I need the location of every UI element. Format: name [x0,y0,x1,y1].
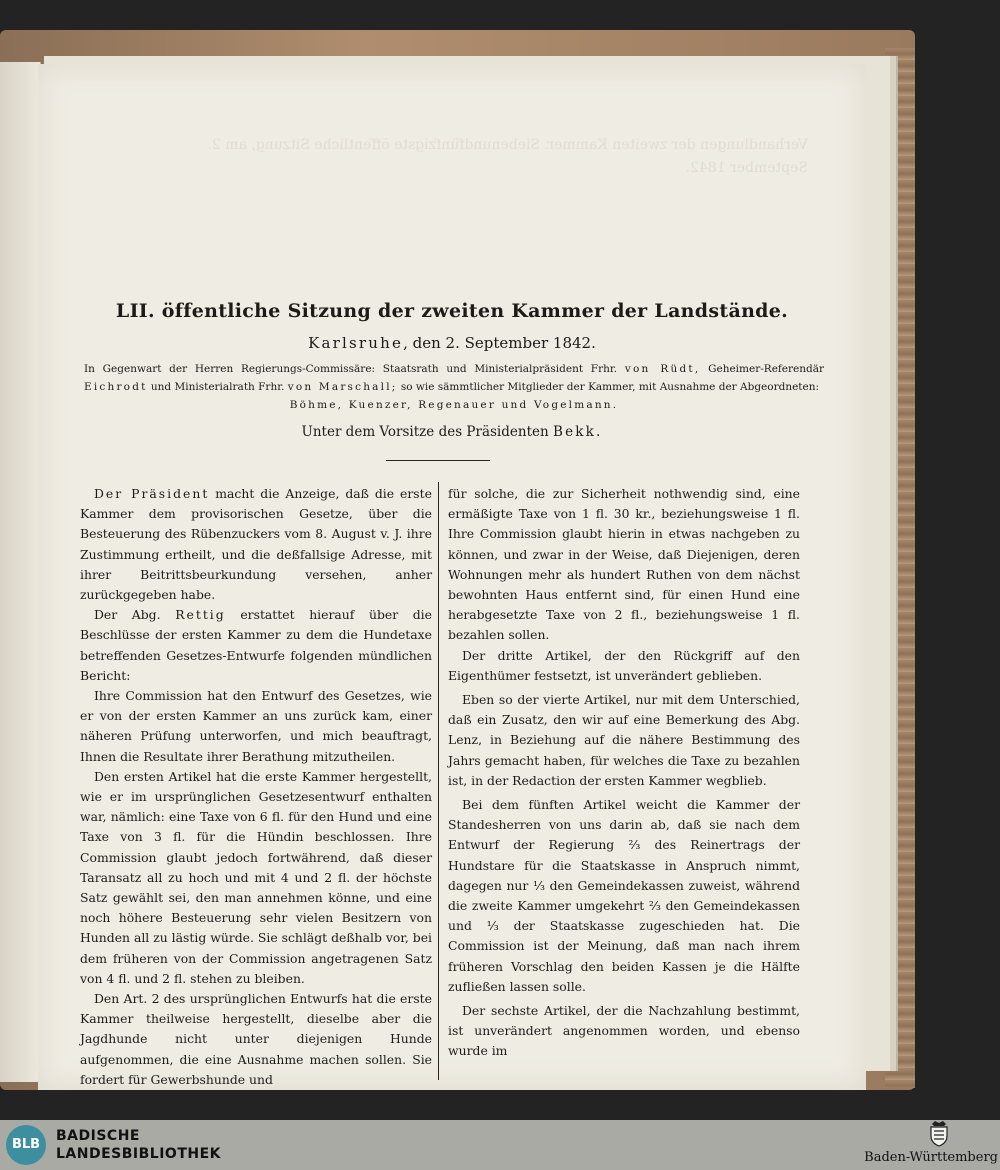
place-date [78,334,826,352]
paragraph [448,690,800,791]
place-name: Karlsruhe [308,334,404,352]
library-footer [0,1120,1000,1170]
paragraph: Der sechste Artikel, der die Nachzahlung bestimmt, ist unverändert angenommen worden, und ebenso wurde im [448,1003,800,1059]
president-name: Bekk. [552,424,603,440]
attendance-text: In Gegenwart der Herren Regierungs-Commissäre: Staatsrath und Ministerialpräsident Frhr. [84,363,618,375]
left-column [80,484,432,1090]
paragraph [80,605,432,686]
library-name-line1: BADISCHE [56,1128,140,1144]
paragraph-text: in Beziehung auf die nähere Bestimmung des Jahrs gemacht haben, für welches die Taxe zu bezahlen ist, in der Redaction der ersten Kammer wegblieb. [448,732,800,788]
speaker-name: Rettig [175,607,226,623]
attendance-text: so wie sämmtlicher Mitglieder der Kammer, mit Ausnahme der Abgeordneten: [400,381,820,393]
date-text: , den 2. September 1842. [403,334,596,352]
paragraph: Der dritte Artikel, der den Rückgriff auf den Eigenthümer festsetzt, ist unverändert geblieben. [448,647,800,683]
paragraph-text: erstattet hierauf über die Beschlüsse der ersten Kammer zu dem die Hundetaxe betreffenden Gesetzes-Entwurfe folgenden mündlichen Bericht: [80,607,432,683]
attendance-text: Geheimer-Referendär [708,363,824,375]
blb-logo[interactable]: BLB [6,1125,46,1165]
coat-of-arms-icon [928,1121,950,1147]
speaker-name: Lenz, [448,732,483,748]
paragraph: Den Art. 2 des ursprünglichen Entwurfs hat die erste Kammer theilweise hergestellt, dieselbe aber die Jagdhunde nicht unter diejenigen Hunde aufgenommen, die eine Ausnahme machen sollen. Sie fordert für Gewerbshunde und [80,991,432,1087]
paragraph-text: Eben so der vierte Artikel, nur mit dem Unterschied, daß ein Zusatz, den wir auf eine Bemerkung des Abg. [448,692,800,728]
state-label: Baden-Württemberg [864,1150,998,1165]
attendance-note [84,360,824,414]
speaker-name: Der Präsident [94,486,210,501]
absent-members: Böhme, Kuenzer, Regenauer und Vogelmann. [289,399,619,411]
paragraph: für solche, die zur Sicherheit nothwendig sind, eine ermäßigte Taxe von 1 fl. 30 kr., beziehungsweise 1 fl. Ihre Commission glaubt hierin in etwas nachgeben zu können, und zwar in der Weise, daß Diejenigen, deren Wohnungen mehr als hundert Ruthen von dem nächst bewohnten Haus entfernt sind, für einen Hund eine herabgesetzte Taxe von 2 fl., beziehungsweise 1 fl. bezahlen sollen. [448,486,800,643]
attendance-text: und Ministerialrath Frhr. [150,381,285,393]
session-title: LII. öffentliche Sitzung der zweiten Kammer der Landstände. [115,300,789,322]
commissioner-name: Eichrodt [84,381,148,393]
paragraph: Ihre Commission hat den Entwurf des Gesetzes, wie er von der ersten Kammer an uns zurück kam, einer näheren Prüfung unterworfen, und mich beauftragt, Ihnen die Resultate ihrer Berathung mitzutheilen. [80,688,432,764]
paragraph-text: Der Abg. [94,607,161,623]
left-page-edge [0,62,41,1082]
commissioner-name: von Rüdt, [624,363,701,375]
paragraph: Den ersten Artikel hat die erste Kammer hergestellt, wie er im ursprünglichen Gesetzesentwurf enthalten war, nämlich: eine Taxe von 6 fl. für den Hund und eine Taxe von 3 fl. für die Hündin beschlossen. Ihre Commission glaubt jedoch fortwährend, daß dieser Taransatz all zu hoch und mit 4 und 2 fl. der höchste Satz gewählt sei, den man annehmen könne, und eine noch höhere Besteuerung sehr vielen Besitzern von Hunden all zu lästig würde. Sie schlägt deßhalb vor, bei dem früheren von der Commission angetragenen Satz von 4 fl. und 2 fl. stehen zu bleiben. [80,768,432,986]
section-divider [386,460,490,461]
column-divider [438,482,439,1080]
chair-text: Unter dem Vorsitze des Präsidenten [301,424,549,440]
paragraph [80,484,432,605]
right-column [448,484,800,1062]
library-name-line2: LANDESBIBLIOTHEK [56,1146,222,1162]
book-page [38,64,866,1090]
paragraph: Bei dem fünften Artikel weicht die Kammer der Standesherren von uns darin ab, daß sie nach dem Entwurf der Regierung ⅔ des Reinertrags der Hundstare für die Staatskasse in Anspruch nimmt, dagegen nur ⅓ den Gemeindekassen zuweist, während die zweite Kammer umgekehrt ⅔ den Gemeindekassen und ⅓ der Staatskasse zugeschieden hat. Die Commission ist der Meinung, daß man nach ihrem früheren Vorschlag den beiden Kassen je die Hälfte zufließen lassen solle. [448,797,800,994]
show-through-text: Verhandlungen der zweiten Kammer. Siebenundfünfzigste öffentliche Sitzung, am 2. September 1842. [207,137,808,176]
commissioner-name: von Marschall; [287,381,398,393]
chair-line [78,424,826,440]
paragraph-text: macht die Anzeige, daß die erste Kammer dem provisorischen Gesetze, über die Besteuerung des Rübenzuckers vom 8. August v. J. ihre Zustimmung ertheilt, und die deßfallsige Adresse, mit ihrer Beitrittsbeurkundung versehen, anher zurückgegeben habe. [80,486,432,603]
